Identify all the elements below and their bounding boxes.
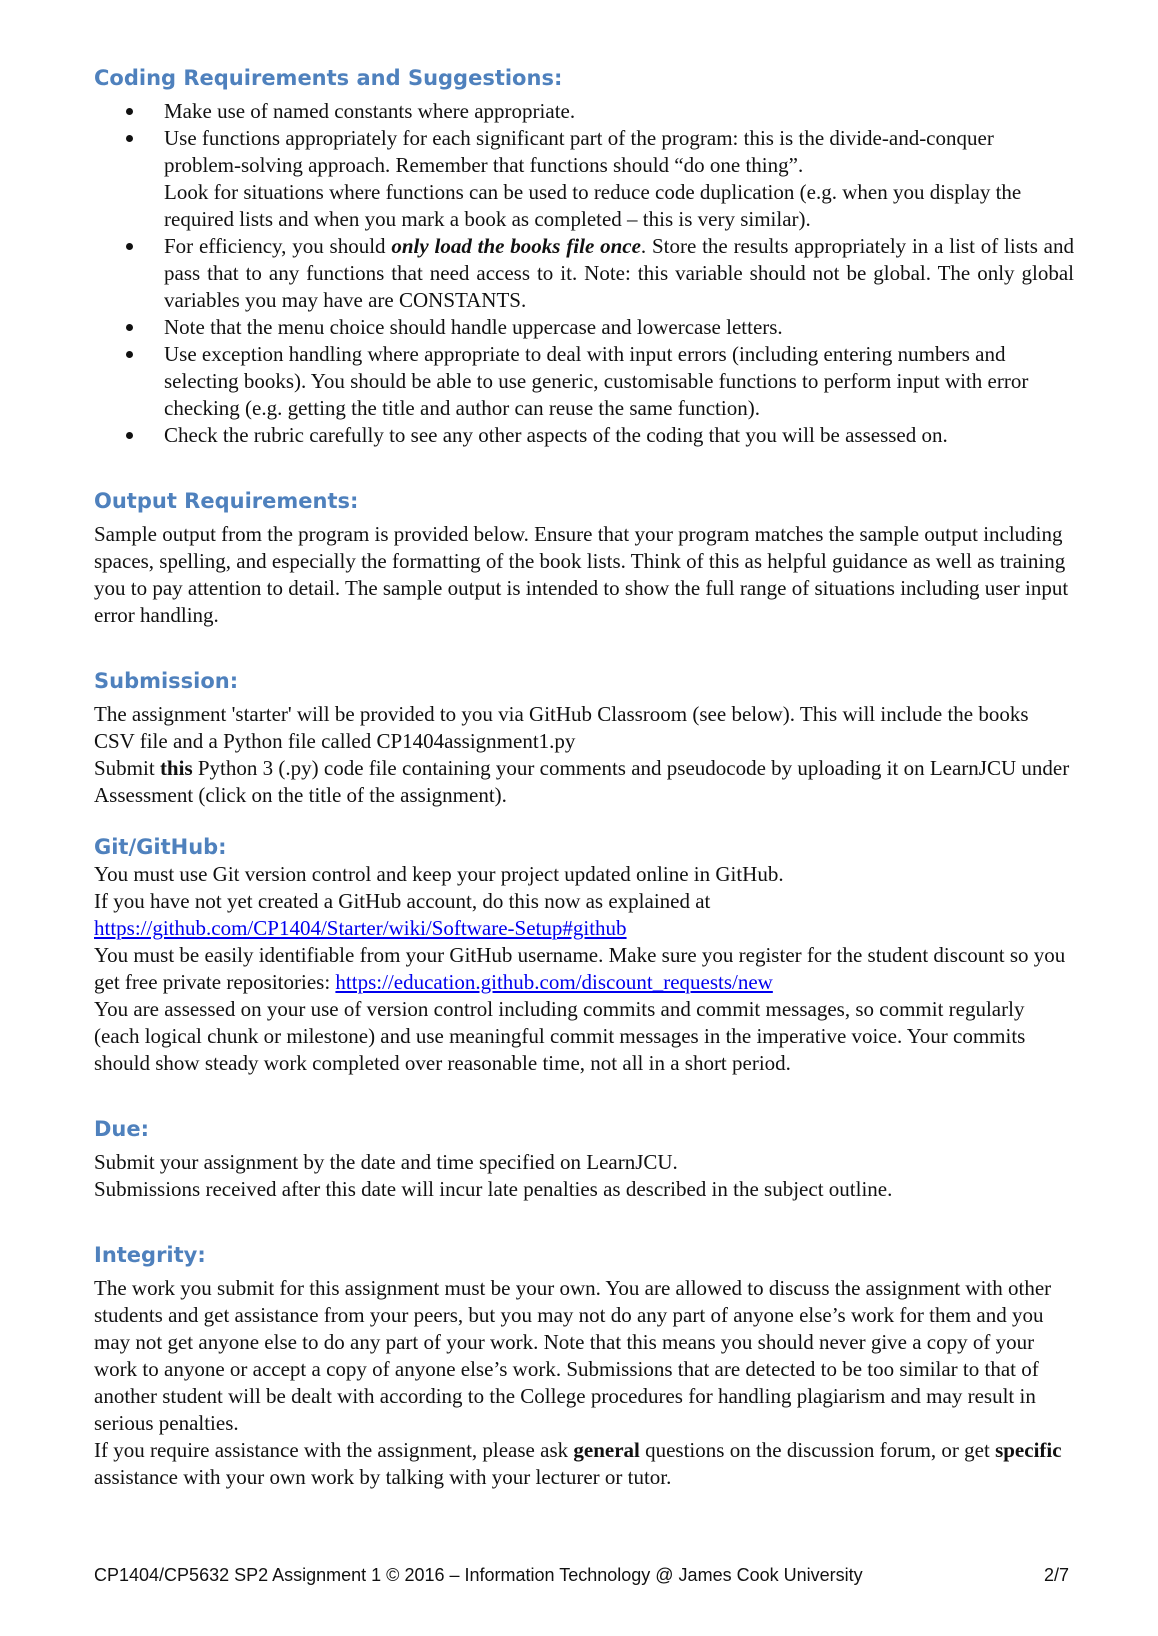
bold-text: general xyxy=(573,1438,640,1462)
bullet-text: Use exception handling where appropriate to deal with input errors (including entering numbers and selecting books). You should be able to use generic, customisable functions to perform input with error checking (e.g. getting the title and author can reuse the same function). xyxy=(164,342,1029,420)
bullet-item xyxy=(164,233,1074,314)
bullet-text: Make use of named constants where appropriate. xyxy=(164,99,576,123)
bullet-item xyxy=(164,98,1074,125)
bullet-text: Note that the menu choice should handle uppercase and lowercase letters. xyxy=(164,315,783,339)
bold-text: this xyxy=(159,756,193,780)
bullet-icon xyxy=(126,135,133,142)
page-footer xyxy=(94,1565,1069,1586)
footer-text: CP1404/CP5632 SP2 Assignment 1 © 2016 – Information Technology @ James Cook University xyxy=(94,1565,863,1585)
bullet-text-rest: . Store the results appropriately in a list of lists and pass that to any functions that need access to it. Note: this variable should not be global. The only global variables you may have are CONSTANTS. xyxy=(164,234,1075,312)
bullet-icon xyxy=(126,351,133,358)
coding-heading: Coding Requirements and Suggestions: xyxy=(94,66,563,90)
bullet-item xyxy=(164,422,1074,449)
page-number: 2/7 xyxy=(1043,1565,1069,1585)
bullet-text: Use functions appropriately for each significant part of the program: this is the divide-and-conquer problem-solving approach. Remember that functions should “do one thing”. xyxy=(164,126,994,177)
bullet-item xyxy=(164,314,1074,341)
bullet-text-continued: Look for situations where functions can be used to reduce code duplication (e.g. when you display the required lists and when you mark a book as completed – this is very similar). xyxy=(164,180,1022,231)
coding-section xyxy=(94,64,1074,449)
git-line-4: You are assessed on your use of version control including commits and commit messages, so commit regularly (each logical chunk or milestone) and use meaningful commit messages in the imperative voice. Your commits should show steady work completed over reasonable time, not all in a short period. xyxy=(94,997,1026,1075)
git-line-3: You must be easily identifiable from your GitHub username. Make sure you register for the student discount so you get free private repositories: https://education.github.com/discount_requests/new xyxy=(94,943,1066,994)
output-paragraph: Sample output from the program is provided below. Ensure that your program matches the sample output including spaces, spelling, and especially the formatting of the book lists. Think of this as helpful guidance as well as training you to pay attention to detail. The sample output is intended to show the full range of situations including user input error handling. xyxy=(94,522,1069,627)
bullet-text: Check the rubric carefully to see any other aspects of the coding that you will be assessed on. xyxy=(164,423,948,447)
bullet-icon xyxy=(126,324,133,331)
git-heading: Git/GitHub: xyxy=(94,835,227,859)
bullet-icon xyxy=(126,243,133,250)
integrity-paragraph-2: If you require assistance with the assignment, please ask general questions on the discussion forum, or get specific assistance with your own work by talking with your lecturer or tutor. xyxy=(94,1438,1062,1489)
bullet-item xyxy=(164,341,1074,422)
github-setup-link[interactable]: https://github.com/CP1404/Starter/wiki/Software-Setup#github xyxy=(94,916,627,940)
bold-text: specific xyxy=(995,1438,1062,1462)
bullet-icon xyxy=(126,432,133,439)
due-section xyxy=(94,1115,1074,1203)
integrity-heading: Integrity: xyxy=(94,1243,206,1267)
due-heading: Due: xyxy=(94,1117,150,1141)
git-line-1: You must use Git version control and keep your project updated online in GitHub. xyxy=(94,862,784,886)
coding-bullet-list xyxy=(94,98,1074,449)
submission-section xyxy=(94,667,1074,809)
bullet-text: For efficiency, you should xyxy=(164,234,392,258)
submission-line-1: The assignment 'starter' will be provided to you via GitHub Classroom (see below). This will include the books CSV file and a Python file called CP1404assignment1.py xyxy=(94,702,1029,753)
git-link-line xyxy=(94,915,1074,942)
emphasis-text: only load the books file once xyxy=(391,234,641,258)
integrity-section xyxy=(94,1241,1074,1491)
github-discount-link[interactable]: https://education.github.com/discount_requests/new xyxy=(335,970,773,994)
bullet-item xyxy=(164,125,1074,233)
git-section xyxy=(94,833,1074,1077)
submission-heading: Submission: xyxy=(94,669,239,693)
output-section xyxy=(94,487,1074,629)
integrity-paragraph-1: The work you submit for this assignment must be your own. You are allowed to discuss the assignment with other students and get assistance from your peers, but you may not do any part of anyone else’s work for them and you may not get anyone else to do any part of your work. Note that this means you should never give a copy of your work to anyone or accept a copy of anyone else’s work. Submissions that are detected to be too similar to that of another student will be dealt with according to the College procedures for handling plagiarism and may result in serious penalties. xyxy=(94,1276,1052,1435)
due-line-2: Submissions received after this date will incur late penalties as described in the subject outline. xyxy=(94,1177,893,1201)
due-line-1: Submit your assignment by the date and time specified on LearnJCU. xyxy=(94,1150,678,1174)
git-line-2: If you have not yet created a GitHub account, do this now as explained at xyxy=(94,889,711,913)
bullet-icon xyxy=(126,108,133,115)
submission-line-2: Submit this Python 3 (.py) code file containing your comments and pseudocode by uploading it on LearnJCU under Assessment (click on the title of the assignment). xyxy=(94,756,1070,807)
page-content xyxy=(94,64,1074,1491)
output-heading: Output Requirements: xyxy=(94,489,359,513)
